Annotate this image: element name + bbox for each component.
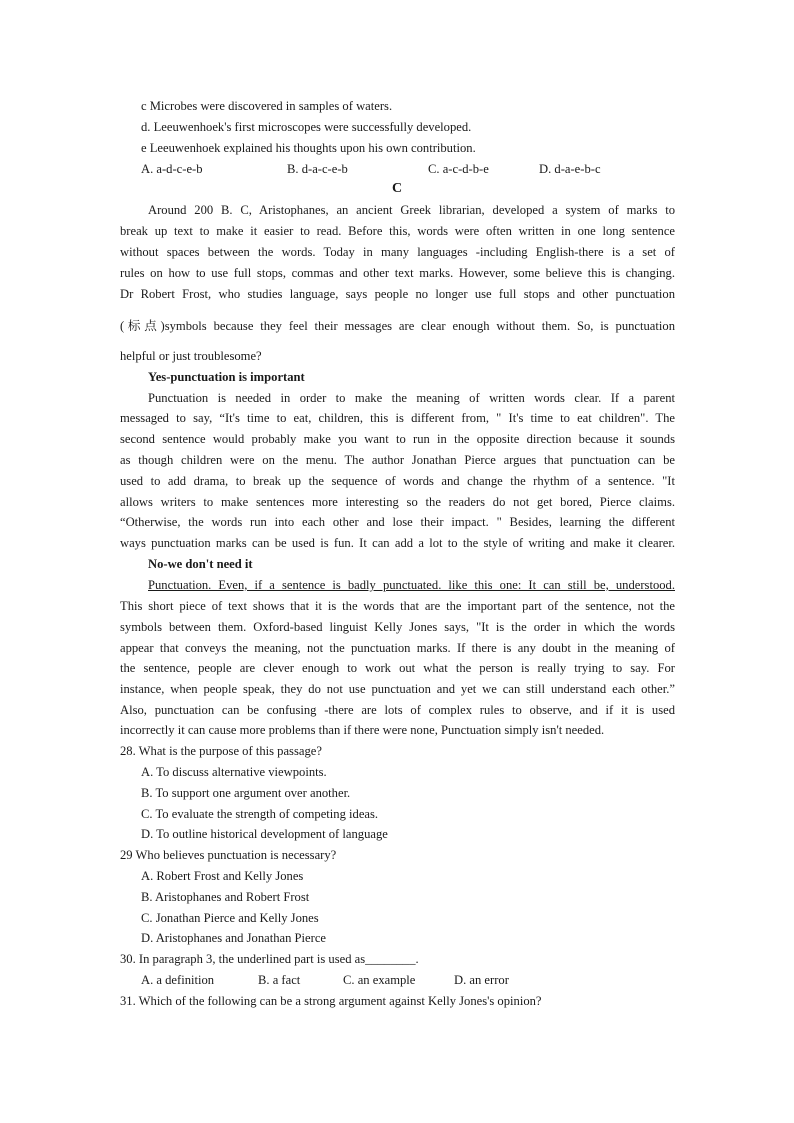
q29-option-c: C. Jonathan Pierce and Kelly Jones — [141, 911, 319, 925]
no-line: Also, punctuation can be confusing -there are lots of complex rules to observe, and if it is used — [120, 703, 675, 717]
prev-option-b: B. d-a-c-e-b — [287, 162, 348, 176]
prev-item-e: e Leeuwenhoek explained his thoughts upon his own contribution. — [141, 141, 476, 155]
intro-line: (标点)symbols because they feel their messages are clear enough without them. So, is punctuation — [120, 319, 675, 333]
yes-line: as though children were on the menu. The author Jonathan Pierce argues that punctuation can be — [120, 453, 675, 467]
yes-line: allows writers to make sentences more interesting so the readers do not get bored, Pierce claims. — [120, 495, 675, 509]
prev-option-a: A. a-d-c-e-b — [141, 162, 203, 176]
q30-option-b: B. a fact — [258, 973, 301, 987]
prev-item-d: d. Leeuwenhoek's first microscopes were successfully developed. — [141, 120, 472, 134]
q29-option-a: A. Robert Frost and Kelly Jones — [141, 869, 304, 883]
q28-option-a: A. To discuss alternative viewpoints. — [141, 765, 327, 779]
section-title: C — [391, 181, 403, 196]
intro-line: Around 200 B. C, Aristophanes, an ancient Greek librarian, developed a system of marks to — [148, 203, 675, 217]
prev-item-c: c Microbes were discovered in samples of waters. — [141, 99, 393, 113]
no-line: symbols between them. Oxford-based linguist Kelly Jones says, "It is the order in which the words — [120, 620, 675, 634]
q29-option-d: D. Aristophanes and Jonathan Pierce — [141, 931, 327, 945]
q28-option-c: C. To evaluate the strength of competing ideas. — [141, 807, 379, 821]
yes-line: used to add drama, to break up the sequence of words and change the rhythm of a sentence. "It — [120, 474, 675, 488]
q29-option-b: B. Aristophanes and Robert Frost — [141, 890, 310, 904]
intro-line: rules on how to use full stops, commas and other text marks. However, some believe this is changing. — [120, 266, 675, 280]
prev-option-c: C. a-c-d-b-e — [428, 162, 489, 176]
no-line: instance, when people speak, they do not use punctuation and yet we can still understand each other.” — [120, 682, 675, 696]
no-line: appear that conveys the meaning, not the punctuation marks. If there is any doubt in the meaning of — [120, 641, 675, 655]
no-line: incorrectly it can cause more problems than if there were none, Punctuation simply isn't needed. — [120, 723, 605, 737]
intro-line: without spaces between the words. Today in many languages -including English-there is a set of — [120, 245, 675, 259]
q28-option-d: D. To outline historical development of language — [141, 827, 388, 841]
q30-option-c: C. an example — [343, 973, 416, 987]
yes-line: Punctuation is needed in order to make the meaning of written words clear. If a parent — [148, 391, 675, 405]
q29-stem: 29 Who believes punctuation is necessary? — [120, 848, 337, 862]
q30-stem: 30. In paragraph 3, the underlined part is used as________. — [120, 952, 419, 966]
yes-line: ways punctuation marks can be used is fun. It can add a lot to the style of writing and make it clearer. — [120, 536, 675, 550]
intro-line: break up text to make it easier to read. Before this, words were often written in one long sentence — [120, 224, 675, 238]
yes-line: messaged to say, “It's time to eat, children, this is different from, " It's time to eat children". The — [120, 411, 675, 425]
yes-line: “Otherwise, the words run into each other and lose their impact. " Besides, learning the different — [120, 515, 675, 529]
q28-option-b: B. To support one argument over another. — [141, 786, 351, 800]
q30-option-a: A. a definition — [141, 973, 215, 987]
yes-line: second sentence would probably make you want to run in the opposite direction because it sounds — [120, 432, 675, 446]
no-line: the sentence, people are clever enough to work out what the person is really trying to say. For — [120, 661, 675, 675]
underlined-sentence: Punctuation. Even, if a sentence is badly punctuated. like this one: It can still be, understood. — [148, 578, 675, 592]
q28-stem: 28. What is the purpose of this passage? — [120, 744, 322, 758]
q31-stem: 31. Which of the following can be a strong argument against Kelly Jones's opinion? — [120, 994, 542, 1008]
no-line: This short piece of text shows that it is the words that are the important part of the sentence, not the — [120, 599, 675, 613]
prev-option-d: D. d-a-e-b-c — [539, 162, 601, 176]
no-heading: No-we don't need it — [148, 557, 253, 571]
intro-line: Dr Robert Frost, who studies language, says people no longer use full stops and other punctuation — [120, 287, 675, 301]
yes-heading: Yes-punctuation is important — [148, 370, 305, 384]
intro-line: helpful or just troublesome? — [120, 349, 262, 363]
q30-option-d: D. an error — [454, 973, 509, 987]
